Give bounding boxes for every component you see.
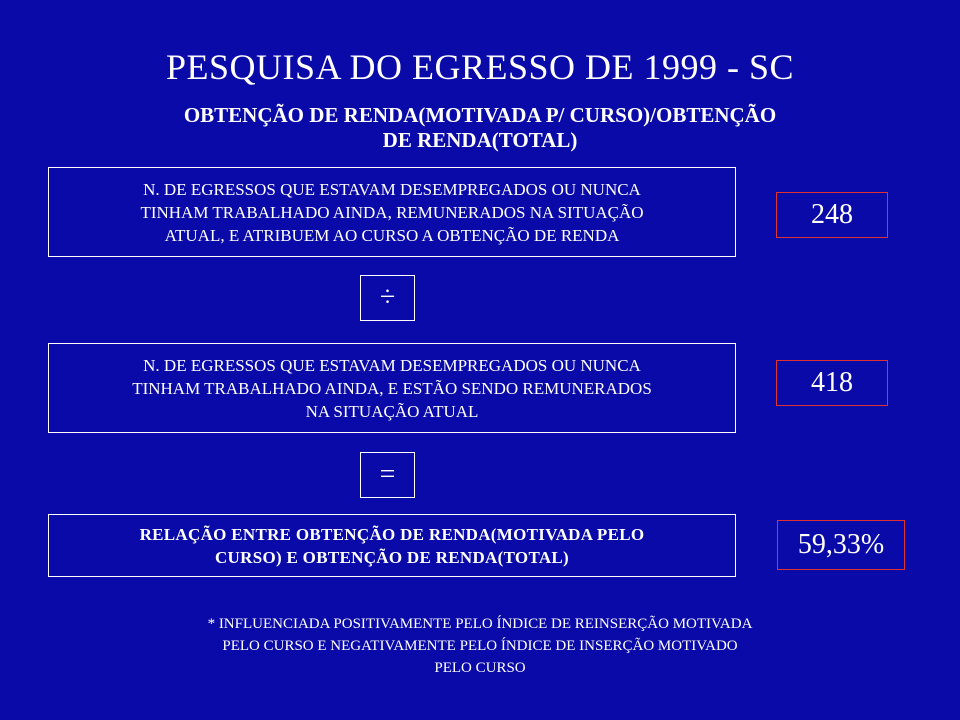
numerator-line-2: TINHAM TRABALHADO AINDA, REMUNERADOS NA SITUAÇÃO: [140, 202, 644, 222]
denominator-line-1: N. DE EGRESSOS QUE ESTAVAM DESEMPREGADOS OU NUNCA: [143, 355, 641, 375]
subtitle-line-1: OBTENÇÃO DE RENDA(MOTIVADA P/ CURSO)/OBTENÇÃO: [183, 103, 777, 127]
denominator-line-2: TINHAM TRABALHADO AINDA, E ESTÃO SENDO REMUNERADOS: [132, 378, 652, 398]
result-description-box: [48, 514, 736, 577]
footnote: [100, 613, 860, 679]
numerator-description-box: [48, 167, 736, 257]
numerator-line-3: ATUAL, E ATRIBUEM AO CURSO A OBTENÇÃO DE RENDA: [164, 225, 620, 245]
footnote-line-1: * INFLUENCIADA POSITIVAMENTE PELO ÍNDICE DE REINSERÇÃO MOTIVADA: [207, 616, 753, 632]
denominator-line-3: NA SITUAÇÃO ATUAL: [305, 401, 479, 421]
equals-operator: =: [360, 452, 415, 498]
result-line-1: RELAÇÃO ENTRE OBTENÇÃO DE RENDA(MOTIVADA PELO: [139, 524, 645, 544]
divide-operator: ÷: [360, 275, 415, 321]
result-line-2: CURSO) E OBTENÇÃO DE RENDA(TOTAL): [214, 547, 570, 567]
denominator-value: 418: [776, 360, 888, 406]
footnote-line-3: PELO CURSO: [434, 660, 526, 676]
footnote-line-2: PELO CURSO E NEGATIVAMENTE PELO ÍNDICE DE INSERÇÃO MOTIVADO: [222, 638, 738, 654]
numerator-value: 248: [776, 192, 888, 238]
numerator-line-1: N. DE EGRESSOS QUE ESTAVAM DESEMPREGADOS OU NUNCA: [143, 179, 641, 199]
denominator-description-box: [48, 343, 736, 433]
result-value: 59,33%: [777, 520, 905, 570]
subtitle-line-2: DE RENDA(TOTAL): [382, 128, 578, 152]
page-title: PESQUISA DO EGRESSO DE 1999 - SC: [165, 47, 795, 87]
page-subtitle: [80, 103, 880, 153]
